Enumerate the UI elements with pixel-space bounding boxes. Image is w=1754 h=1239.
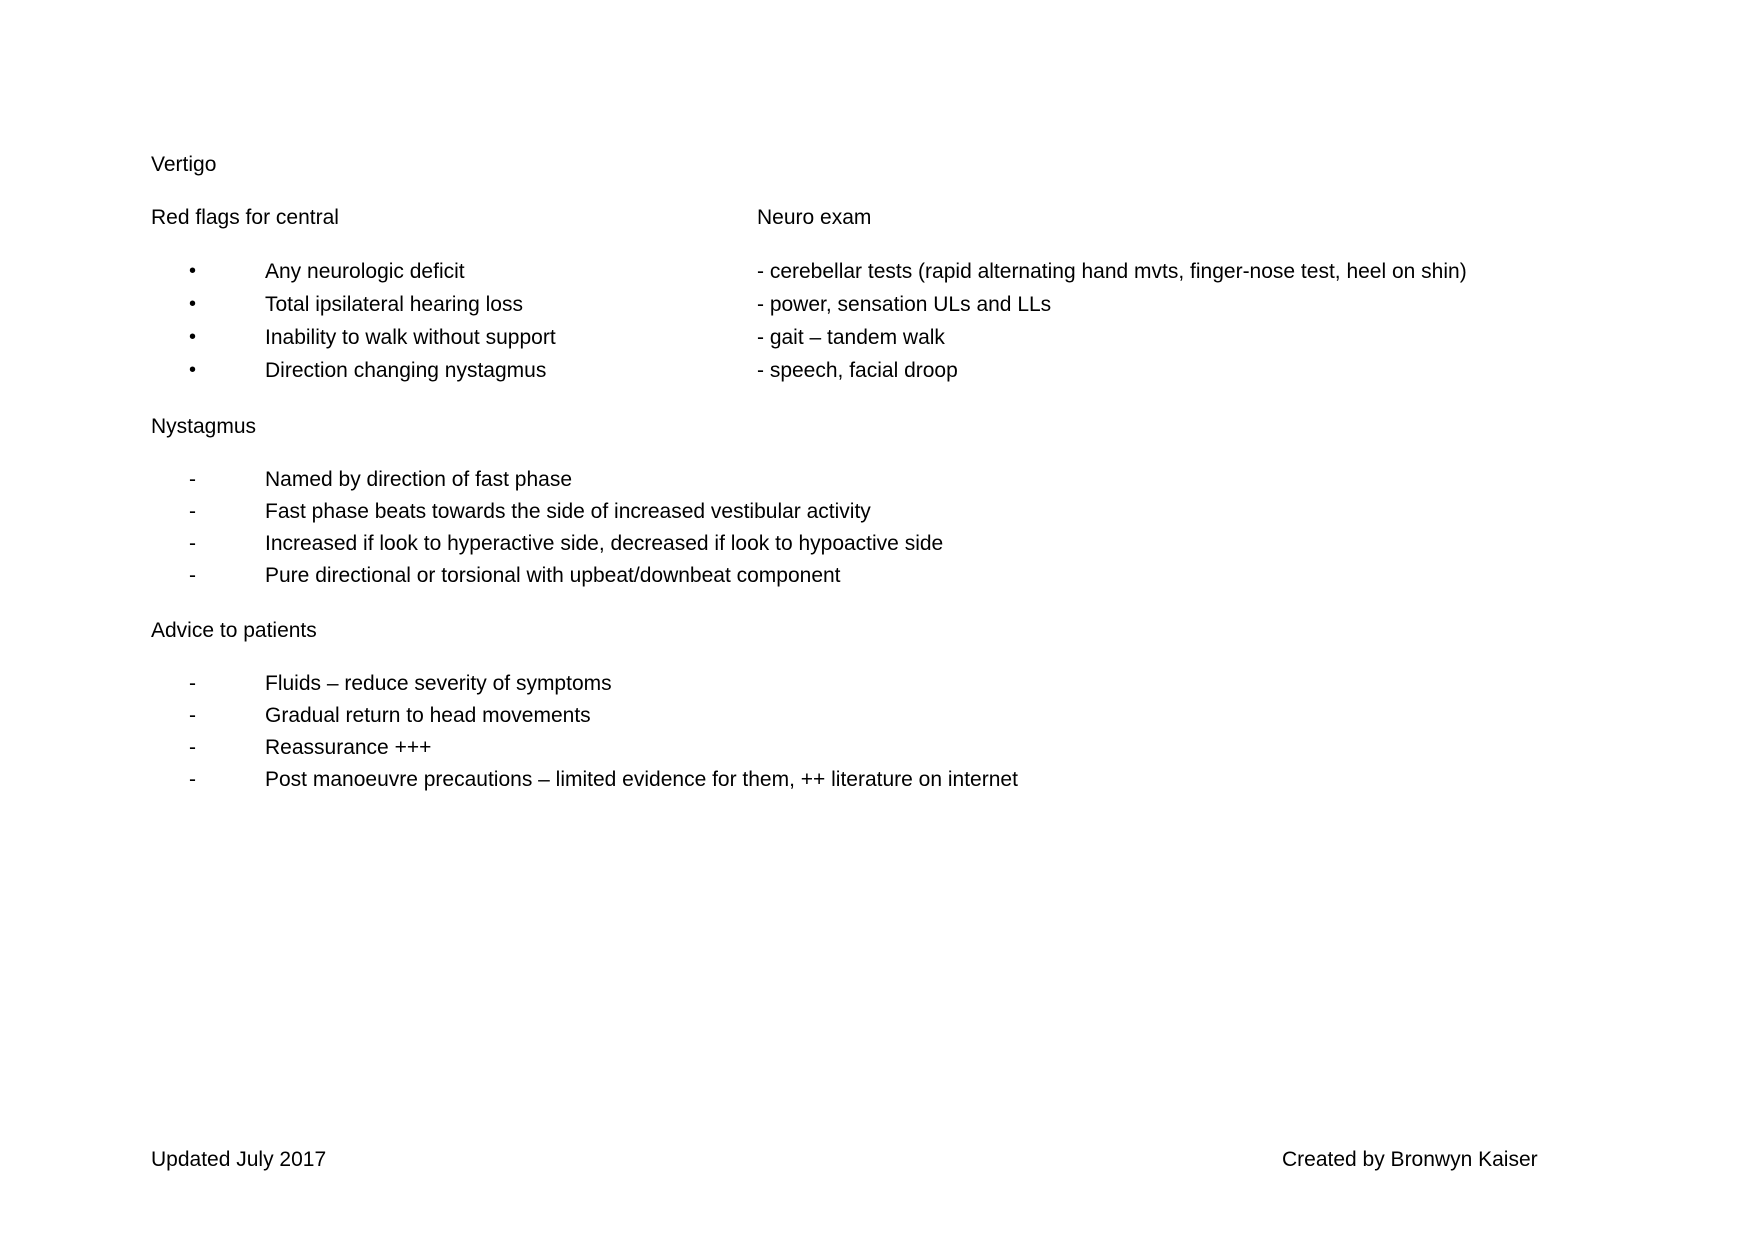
- bullet-icon: •: [189, 326, 197, 348]
- list-item-text: Named by direction of fast phase: [265, 468, 573, 491]
- list-item-text: Inability to walk without support: [265, 326, 556, 349]
- list-item: [757, 259, 1467, 292]
- list-item-text: Fluids – reduce severity of symptoms: [265, 672, 612, 695]
- dash-icon: -: [189, 564, 196, 587]
- list-item: [757, 325, 1467, 358]
- list-item-text: - cerebellar tests (rapid alternating hand mvts, finger-nose test, heel on shin): [757, 260, 1467, 283]
- red-flags-heading: Red flags for central: [151, 206, 339, 229]
- list-item-text: Direction changing nystagmus: [265, 359, 547, 382]
- list-item-text: - speech, facial droop: [757, 359, 958, 382]
- dash-icon: -: [189, 532, 196, 555]
- list-item-text: Pure directional or torsional with upbeat/downbeat component: [265, 564, 841, 587]
- bullet-icon: •: [189, 260, 197, 282]
- nystagmus-heading: Nystagmus: [151, 415, 257, 438]
- list-item-text: - gait – tandem walk: [757, 326, 945, 349]
- dash-icon: -: [189, 736, 196, 759]
- neuro-exam-list: [757, 259, 1467, 391]
- neuro-exam-heading: Neuro exam: [757, 206, 872, 229]
- dash-icon: -: [189, 672, 196, 695]
- bullet-icon: •: [189, 359, 197, 381]
- updated-date: Updated July 2017: [151, 1148, 327, 1171]
- dash-icon: -: [189, 704, 196, 727]
- dash-icon: -: [189, 768, 196, 791]
- list-item: [757, 292, 1467, 325]
- advice-heading: Advice to patients: [151, 619, 317, 642]
- list-item-text: Fast phase beats towards the side of increased vestibular activity: [265, 500, 871, 523]
- list-item-text: Reassurance +++: [265, 736, 432, 759]
- list-item-text: Gradual return to head movements: [265, 704, 591, 727]
- dash-icon: -: [189, 500, 196, 523]
- list-item-text: Increased if look to hyperactive side, decreased if look to hypoactive side: [265, 532, 944, 555]
- list-item-text: Post manoeuvre precautions – limited evidence for them, ++ literature on internet: [265, 768, 1018, 791]
- document-title: Vertigo: [151, 153, 217, 176]
- list-item-text: - power, sensation ULs and LLs: [757, 293, 1052, 316]
- bullet-icon: •: [189, 293, 197, 315]
- list-item: [757, 358, 1467, 391]
- author-credit: Created by Bronwyn Kaiser: [1282, 1148, 1538, 1171]
- dash-icon: -: [189, 468, 196, 491]
- list-item-text: Any neurologic deficit: [265, 260, 465, 283]
- list-item-text: Total ipsilateral hearing loss: [265, 293, 523, 316]
